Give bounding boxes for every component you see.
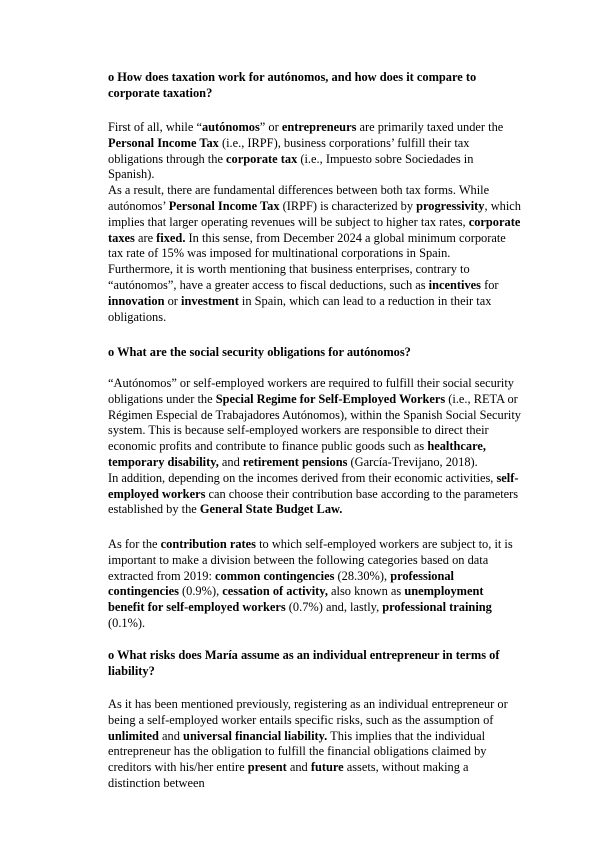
paragraph bbox=[108, 537, 522, 632]
text-run: Furthermore, it is worth mentioning that business enterprises, contrary to “autónomos”, have a greater access to fiscal deductions, such as bbox=[108, 262, 470, 292]
text-run: to which self-employed workers are subject to, it is important to make a division between the following categories based on data extracted from 2019: bbox=[108, 537, 513, 583]
section-3-body bbox=[108, 697, 522, 792]
text-run: (i.e., IRPF), business corporations’ fulfill their tax obligations through the bbox=[108, 135, 470, 166]
text-run: and bbox=[286, 760, 311, 775]
section-3-heading: o What risks does María assume as an individual entrepreneur in terms of liability? bbox=[108, 648, 500, 678]
section-2-rates bbox=[108, 537, 522, 632]
section-2-heading: o What are the social security obligations for autónomos? bbox=[108, 345, 411, 359]
bold-text: unemployment benefit for self-employed workers bbox=[108, 584, 484, 615]
paragraph bbox=[108, 183, 522, 262]
text-run: and bbox=[218, 454, 243, 469]
bold-text: corporate taxes bbox=[108, 214, 521, 245]
paragraph bbox=[108, 471, 522, 518]
text-run: In addition, depending on the incomes derived from their economic activities, bbox=[108, 470, 497, 485]
bold-text: Special Regime for Self-Employed Workers bbox=[215, 391, 446, 406]
paragraph bbox=[108, 262, 522, 325]
text-run: for bbox=[480, 277, 499, 292]
bold-text: Personal Income Tax bbox=[168, 198, 280, 213]
text-run: (0.7%) and, lastly, bbox=[285, 600, 383, 615]
text-run: (i.e., Impuesto sobre Sociedades in Spanish). bbox=[108, 151, 474, 182]
text-run: First of all, while “ bbox=[108, 120, 202, 134]
bold-text: present bbox=[247, 760, 287, 775]
bold-text: fixed. bbox=[156, 230, 186, 245]
text-run: In this sense, from December 2024 a global minimum corporate tax rate of 15% was imposed for multinational corporations in Spain. bbox=[108, 230, 506, 261]
text-run: ” or bbox=[259, 120, 282, 134]
bold-text: healthcare, temporary disability, bbox=[108, 439, 486, 469]
bold-text: professional contingencies bbox=[108, 568, 454, 599]
text-run: also known as bbox=[327, 584, 405, 599]
text-run: (0.9%), bbox=[178, 584, 223, 599]
bold-text: universal financial liability. bbox=[183, 728, 328, 743]
text-run: or bbox=[164, 293, 181, 308]
section-1-body bbox=[108, 120, 522, 325]
text-run: assets, without making a distinction between bbox=[108, 760, 469, 790]
text-run: (García-Treviјano, 2018). bbox=[347, 454, 478, 469]
bold-text: Personal Income Tax bbox=[108, 135, 219, 150]
bold-text: corporate tax bbox=[226, 151, 298, 166]
bold-text: General State Budget Law. bbox=[199, 502, 343, 517]
bold-text: investment bbox=[181, 293, 239, 308]
bold-text: incentives bbox=[428, 277, 481, 292]
bold-text: retirement pensions bbox=[242, 454, 348, 469]
text-run: (0.1%). bbox=[108, 615, 146, 630]
text-run: As it has been mentioned previously, registering as an individual entrepreneur or being a self-employed worker entails specific risks, such as the assumption of bbox=[108, 697, 508, 727]
text-run: can choose their contribution base according to the parameters established by the bbox=[108, 486, 519, 517]
section-2-body bbox=[108, 376, 522, 518]
text-run: This implies that the individual entrepreneur has the obligation to fulfill the financial obligations claimed by creditors with his/her entire bbox=[108, 728, 487, 775]
bold-text: innovation bbox=[108, 293, 165, 308]
bold-text: unlimited bbox=[108, 728, 159, 743]
bold-text: cessation of activity, bbox=[222, 584, 328, 599]
text-run: in Spain, which can lead to a reduction in their tax obligations. bbox=[108, 293, 492, 324]
bold-text: common contingencies bbox=[215, 568, 335, 583]
bold-text: self-employed workers bbox=[108, 470, 519, 501]
text-run: As for the bbox=[108, 537, 161, 551]
paragraph bbox=[108, 120, 522, 183]
text-run: (28.30%), bbox=[334, 568, 391, 583]
text-run: (IRPF) is characterized by bbox=[279, 198, 417, 213]
section-1-heading: o How does taxation work for autónomos, and how does it compare to corporate taxation? bbox=[108, 70, 477, 100]
bold-text: autónomos bbox=[201, 120, 260, 134]
bold-text: contribution rates bbox=[160, 537, 256, 551]
text-run: (i.e., RETA or Régimen Especial de Trabajadores Autónomos), within the Spanish Social Security system. This is because self-employed workers are responsible to direct their economic profits and contribute to finance public goods such as bbox=[108, 391, 521, 454]
bold-text: entrepreneurs bbox=[281, 120, 357, 134]
bold-text: progressivity bbox=[416, 198, 485, 213]
paragraph bbox=[108, 697, 522, 792]
text-run: and bbox=[158, 728, 184, 743]
text-run: “Autónomos” or self-employed workers are required to fulfill their social security obligations under the bbox=[108, 376, 515, 406]
text-run: are primarily taxed under the bbox=[356, 120, 504, 134]
bold-text: future bbox=[310, 760, 344, 775]
paragraph bbox=[108, 376, 522, 471]
bold-text: professional training bbox=[382, 600, 492, 615]
text-run: , which implies that larger operating revenues will be subject to higher tax rates, bbox=[108, 198, 521, 229]
text-run: As a result, there are fundamental differences between both tax forms. While autónomos’ bbox=[108, 183, 490, 213]
text-run: are bbox=[134, 230, 157, 245]
